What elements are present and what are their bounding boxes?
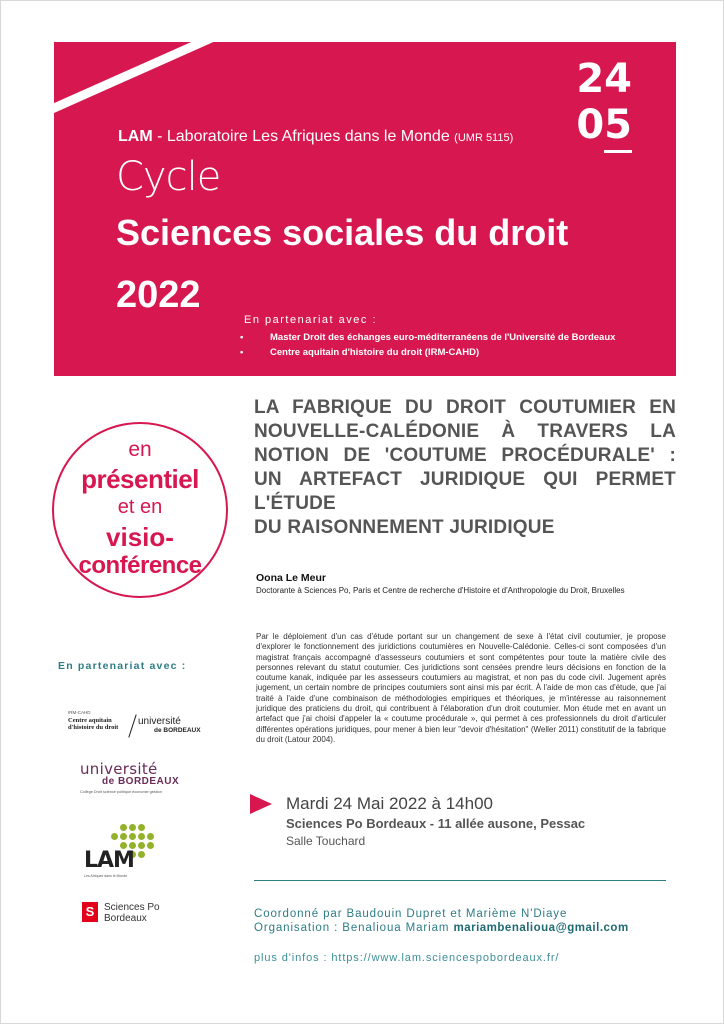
organisation-line: Organisation : Benalioua Mariam mariambenalioua@gmail.com — [254, 922, 629, 934]
lab-name: LAM — [118, 128, 153, 145]
coordination-line: Coordonné par Baudouin Dupret et Marième N'Diaye — [254, 908, 568, 920]
cycle-label: Cycle — [116, 154, 221, 200]
talk-title — [254, 396, 676, 540]
abstract: Par le déploiement d'un cas d'étude portant sur un changement de sexe à l'état civil coutumier, je propose d'explorer le fonctionnement des juridictions coutumières en Nouvelle-Calédonie. Celles-ci sont composées d'un magistrat français accompagné d'assesseurs coutumiers et sont compétentes pour toute la matière civile des personnes relevant du statut coutumier. Ces juridictions sont censées prendre leurs décisions en fonction de la coutume kanak, indiquée par les assesseurs coutumiers au magistrat, et non pas du code civil. Jugement après jugement, un certain nombre de principes coutumiers sont ainsi mis par écrit. À l'aide de mon cas d'étude, que j'ai traité à l'aide d'une combinaison de méthodologies empiriques et théoriques, je m'intéresse au raisonnement juridique des praticiens du droit, qui contribuent à l'élaboration d'un droit coutumier. Mon étude met en avant un artefact que j'ai choisi d'appeler la « coutume procédurale », qui permet à ces professionnels du droit d'articuler différentes opérations juridiques, pour mener à bien leur "devoir d'hésitation" (Weller 2011) constitutif de la fabrique du droit (Latour 2004). — [256, 632, 666, 744]
speaker-name: Oona Le Meur — [256, 572, 327, 584]
info-link[interactable]: plus d'infos : https://www.lam.sciencespobordeaux.fr/ — [254, 952, 560, 964]
bullet-icon: • — [240, 332, 244, 343]
email-link[interactable]: mariambenalioua@gmail.com — [453, 922, 629, 934]
partner-item: • Master Droit des échanges euro-méditerranéens de l'Université de Bordeaux — [240, 332, 616, 343]
event-date: Mardi 24 Mai 2022 à 14h00 — [286, 794, 493, 813]
sciences-po-mark-icon: S — [82, 902, 98, 922]
speaker-affiliation: Doctorante à Sciences Po, Paris et Centre de recherche d'Histoire et d'Anthropologie du Droit, Bruxelles — [256, 586, 625, 595]
lam-logo: LAM Les Afriques dans le Monde — [84, 824, 164, 880]
slash-icon — [128, 714, 136, 737]
universite-bordeaux-logo: université de BORDEAUX Collège Droit science politique économie gestion — [80, 760, 180, 794]
talk-title-line: NOTION DE 'COUTUME PROCÉDURALE' : — [254, 445, 676, 466]
talk-title-line: UN ARTEFACT JURIDIQUE QUI PERMET L'ÉTUDE — [254, 469, 676, 514]
date-day: 24 — [576, 56, 632, 102]
decorative-stripe — [54, 42, 275, 120]
talk-title-line: NOUVELLE-CALÉDONIE À TRAVERS LA — [254, 421, 676, 442]
lab-umr: (UMR 5115) — [454, 132, 514, 144]
partner-item: • Centre aquitain d'histoire du droit (IRM-CAHD) — [240, 347, 480, 358]
bullet-icon: • — [240, 347, 244, 358]
partner-list — [240, 332, 615, 362]
play-arrow-icon — [250, 794, 272, 814]
partnership-heading: En partenariat avec : — [244, 314, 378, 326]
sciences-po-bordeaux-logo: S Sciences Po Bordeaux — [82, 900, 212, 930]
lab-full-name: - Laboratoire Les Afriques dans le Monde — [152, 128, 455, 145]
divider — [254, 880, 666, 881]
cycle-title: Sciences sociales du droit — [116, 212, 569, 253]
cycle-year: 2022 — [116, 274, 201, 316]
date-underline — [604, 150, 632, 153]
format-badge: en présentiel et en visio- conférence — [52, 422, 228, 598]
event-place: Sciences Po Bordeaux - 11 allée ausone, Pessac — [286, 816, 586, 831]
talk-title-line: DU RAISONNEMENT JURIDIQUE — [254, 517, 555, 538]
date-month: 05 — [576, 102, 632, 148]
event-room: Salle Touchard — [286, 834, 366, 848]
partners-heading: En partenariat avec : — [58, 660, 187, 672]
header-banner — [54, 42, 676, 376]
talk-title-line: LA FABRIQUE DU DROIT COUTUMIER EN — [254, 397, 676, 418]
lab-line — [118, 128, 513, 146]
irm-cahd-logo: IRM-CAHD Centre aquitain d'histoire du droit université de BORDEAUX — [68, 710, 208, 746]
